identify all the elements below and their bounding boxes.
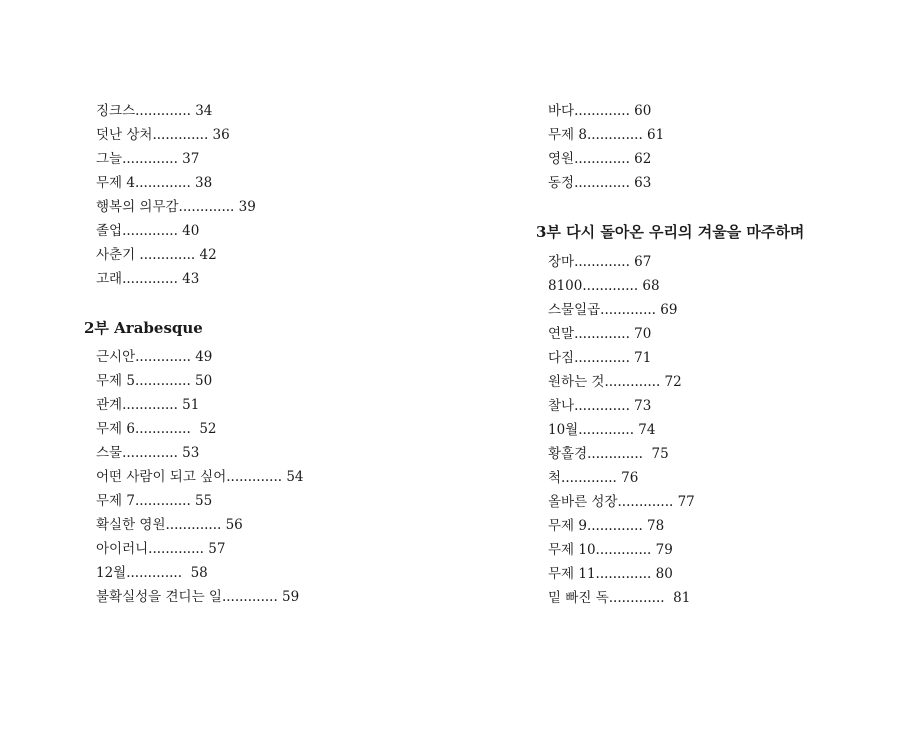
toc-entry: 10월............. 74: [548, 422, 656, 438]
toc-entry: 올바른 성장............. 77: [548, 494, 695, 510]
toc-entry: 스물............. 53: [96, 445, 200, 461]
toc-entry: 무제 11............. 80: [548, 566, 673, 582]
toc-entry: 무제 8............. 61: [548, 127, 665, 143]
toc-entry: 동정............. 63: [548, 175, 652, 191]
toc-entry: 스물일곱............. 69: [548, 302, 678, 318]
toc-entry: 관계............. 51: [96, 397, 200, 413]
toc-entry: 원하는 것............. 72: [548, 374, 682, 390]
toc-entry: 무제 6............. 52: [96, 421, 217, 437]
toc-entry: 다짐............. 71: [548, 350, 652, 366]
toc-entry: 무제 4............. 38: [96, 175, 213, 191]
toc-entry: 무제 9............. 78: [548, 518, 665, 534]
toc-entry: 행복의 의무감............. 39: [96, 199, 256, 215]
toc-entry: 찰나............. 73: [548, 398, 652, 414]
toc-entry: 밑 빠진 독............. 81: [548, 590, 691, 606]
toc-entry: 무제 5............. 50: [96, 373, 213, 389]
toc-entry: 황홀경............. 75: [548, 446, 669, 462]
section-heading: 2부 Arabesque: [84, 319, 203, 337]
toc-entry: 바다............. 60: [548, 103, 652, 119]
toc-entry: 덧난 상처............. 36: [96, 127, 230, 143]
toc-entry: 8100............. 68: [548, 278, 660, 294]
toc-entry: 징크스............. 34: [96, 103, 213, 119]
toc-entry: 12월............. 58: [96, 565, 208, 581]
toc-entry: 근시안............. 49: [96, 349, 213, 365]
toc-entry: 사춘기 ............. 42: [96, 247, 217, 263]
toc-entry: 확실한 영원............. 56: [96, 517, 243, 533]
toc-entry: 장마............. 67: [548, 254, 652, 270]
toc-entry: 어떤 사람이 되고 싶어............. 54: [96, 469, 304, 485]
toc-entry: 무제 10............. 79: [548, 542, 673, 558]
toc-entry: 무제 7............. 55: [96, 493, 213, 509]
toc-entry: 고래............. 43: [96, 271, 200, 287]
toc-entry: 불확실성을 견디는 일............. 59: [96, 589, 300, 605]
toc-entry: 척............. 76: [548, 470, 639, 486]
toc-entry: 연말............. 70: [548, 326, 652, 342]
toc-entry: 졸업............. 40: [96, 223, 200, 239]
toc-left-column: [84, 0, 464, 730]
section-heading: 3부 다시 돌아온 우리의 겨울을 마주하며: [536, 223, 805, 241]
toc-right-column: [536, 0, 900, 730]
toc-entry: 영원............. 62: [548, 151, 652, 167]
toc-entry: 아이러니............. 57: [96, 541, 226, 557]
toc-entry: 그늘............. 37: [96, 151, 200, 167]
